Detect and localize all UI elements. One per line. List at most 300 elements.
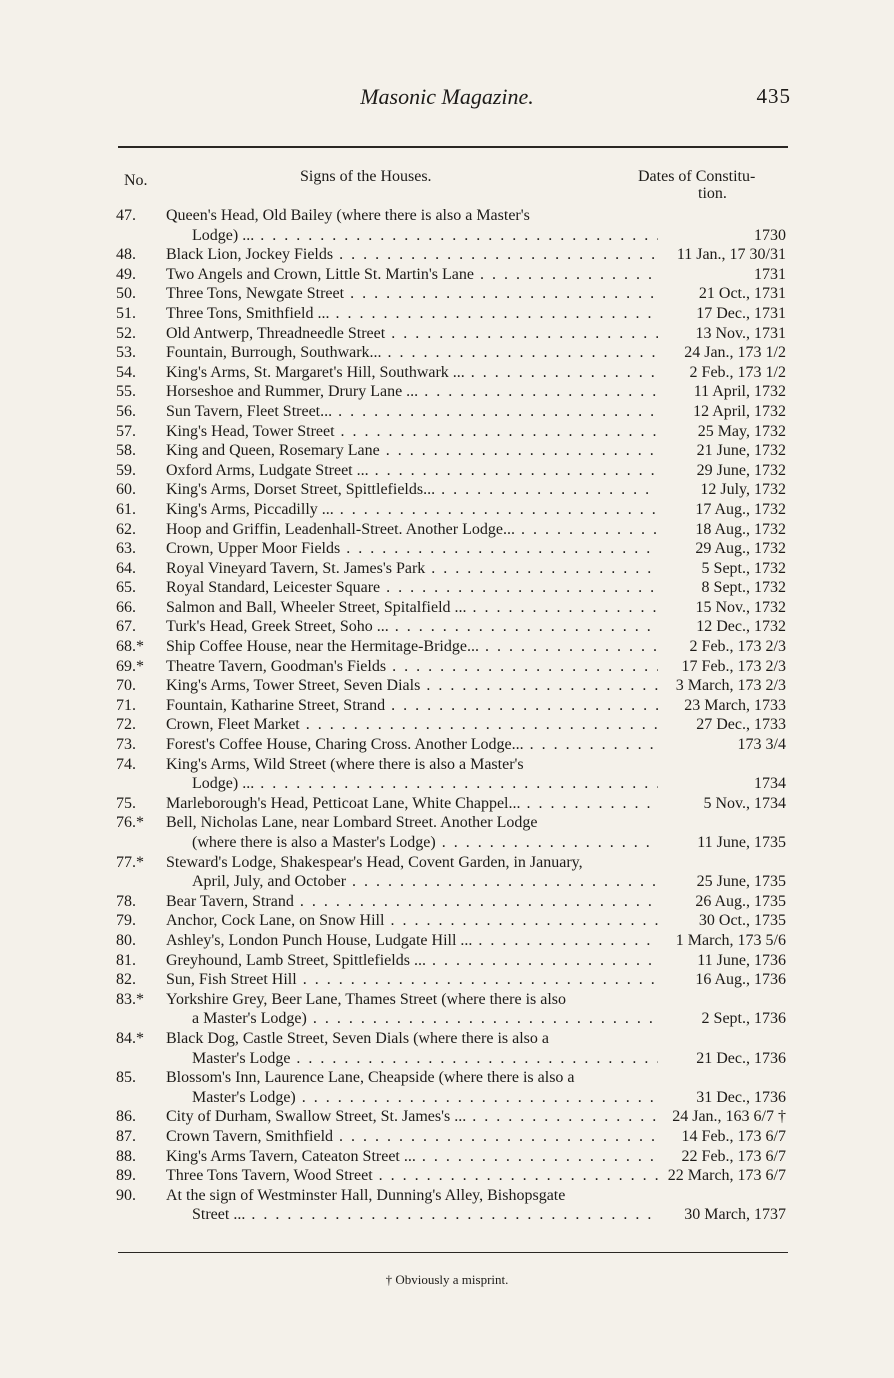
sign-text [166,1029,658,1049]
table-row [0,441,894,461]
lodge-number: 64. [116,559,136,577]
sign-text-value: King's Head, Tower Street [166,422,335,440]
sign-text [166,637,658,657]
page-number: 435 [756,84,791,108]
row-line [0,774,894,794]
sign-text-value: Master's Lodge [192,1049,291,1067]
table-row [0,676,894,696]
row-line [0,1029,894,1049]
running-title: Masonic Magazine. [360,84,534,109]
sign-text [166,284,658,304]
lodge-number: 88. [116,1147,136,1165]
sign-text-value: King's Arms, St. Margaret's Hill, Southwark ... [166,363,465,381]
sign-text [166,422,658,442]
row-line [0,1068,894,1088]
sign-text [166,735,658,755]
row-line [0,637,894,657]
row-line [0,813,894,833]
sign-text-value: a Master's Lodge) [192,1010,307,1028]
sign-text [166,363,658,383]
sign-text-value: Ashley's, London Punch House, Ludgate Hill ... [166,931,473,949]
table-row [0,1127,894,1147]
constitution-date: 22 Feb., 173 6/7 [681,1147,786,1165]
table-row [0,696,894,716]
sign-text [166,480,658,500]
table-row [0,324,894,344]
sign-text [166,382,658,402]
table-row [0,578,894,598]
row-line [0,833,894,853]
row-line [0,1127,894,1147]
table-row [0,343,894,363]
sign-text [166,676,658,696]
sign-text-value: At the sign of Westminster Hall, Dunning's Alley, Bishopsgate [166,1186,566,1204]
table-row [0,402,894,422]
constitution-date: 2 Feb., 173 1/2 [689,363,786,381]
sign-text-value: Master's Lodge) [192,1088,296,1106]
table-row [0,1186,894,1225]
table-row [0,265,894,285]
constitution-date: 2 Sept., 1736 [701,1010,786,1028]
sign-text-value: Horseshoe and Rummer, Drury Lane ... [166,383,419,401]
row-line [0,539,894,559]
table-row [0,853,894,892]
lodge-number: 56. [116,402,136,420]
lodge-number: 62. [116,520,136,538]
sign-text-value: Sun Tavern, Fleet Street... [166,402,333,420]
table-row [0,951,894,971]
table-row [0,598,894,618]
constitution-date: 11 Jan., 17 30/31 [676,246,786,264]
table-row [0,363,894,383]
lodge-number: 70. [116,677,136,695]
lodge-number: 63. [116,540,136,558]
constitution-date: 5 Sept., 1732 [701,559,786,577]
constitution-date: 23 March, 1733 [684,696,786,714]
row-line [0,324,894,344]
table-row [0,755,894,794]
row-line [0,1009,894,1029]
table-row [0,1166,894,1186]
constitution-date: 1 March, 173 5/6 [675,931,786,949]
sign-text [166,1127,658,1147]
constitution-date: 11 June, 1735 [697,834,786,851]
row-line [0,500,894,520]
row-line [0,755,894,775]
row-line [0,951,894,971]
sign-text-value: Three Tons, Newgate Street [166,285,345,303]
table-row [0,715,894,735]
lodge-number: 82. [116,971,136,989]
sign-text-value: April, July, and October [192,873,347,891]
row-line [0,696,894,716]
lodge-table [0,206,894,1225]
constitution-date: 3 March, 173 2/3 [675,677,786,695]
table-row [0,931,894,951]
constitution-date: 11 June, 1736 [697,951,786,969]
sign-text [166,990,658,1010]
row-line [0,911,894,931]
sign-text-value: Greyhound, Lamb Street, Spittlefields ... [166,951,426,969]
lodge-number: 80. [116,931,136,949]
sign-text-value: Ship Coffee House, near the Hermitage-Bridge... [166,638,479,656]
constitution-date: 173 3/4 [737,736,786,754]
sign-text [166,892,658,912]
sign-text-value: Salmon and Ball, Wheeler Street, Spitalfield ... [166,598,467,616]
table-row [0,892,894,912]
lodge-number: 54. [116,363,136,381]
sign-text-value: Royal Vineyard Tavern, St. James's Park [166,559,426,577]
row-line [0,794,894,814]
row-line [0,1088,894,1108]
lodge-number: 84.* [116,1029,144,1047]
sign-text [192,1205,658,1225]
table-row [0,559,894,579]
sign-text-value: Anchor, Cock Lane, on Snow Hill [166,912,385,930]
lodge-number: 65. [116,579,136,597]
row-line [0,931,894,951]
constitution-date: 5 Nov., 1734 [703,794,786,812]
table-row [0,1147,894,1167]
sign-text-value: Blossom's Inn, Laurence Lane, Cheapside (where there is also a [166,1069,575,1087]
table-row [0,813,894,852]
sign-text-value: Three Tons Tavern, Wood Street [166,1167,373,1185]
lodge-number: 61. [116,500,136,518]
constitution-date: 24 Jan., 163 6/7 † [672,1108,786,1126]
constitution-date: 16 Aug., 1736 [695,971,786,989]
sign-text-value: King's Arms, Piccadilly ... [166,500,334,518]
row-line [0,578,894,598]
constitution-date: 2 Feb., 173 2/3 [689,638,786,656]
row-line [0,1186,894,1206]
sign-text [166,951,658,971]
sign-text [166,755,658,775]
sign-text [192,774,658,794]
sign-text [192,1049,658,1069]
lodge-number: 86. [116,1108,136,1126]
lodge-number: 52. [116,324,136,342]
table-row [0,245,894,265]
table-row [0,382,894,402]
table-row [0,911,894,931]
lodge-number: 90. [116,1186,136,1204]
lodge-number: 53. [116,344,136,362]
table-row [0,304,894,324]
sign-text-value: Two Angels and Crown, Little St. Martin's Lane [166,265,474,283]
row-line [0,853,894,873]
table-row [0,461,894,481]
row-line [0,480,894,500]
constitution-date: 21 June, 1732 [696,442,786,460]
constitution-date: 24 Jan., 173 1/2 [684,344,786,362]
sign-text [166,441,658,461]
lodge-number: 83.* [116,990,144,1008]
sign-text-value: Sun, Fish Street Hill [166,971,297,989]
column-header-dates-line-2: tion. [698,185,727,202]
table-row [0,422,894,442]
sign-text-value: King's Arms, Dorset Street, Spittlefields... [166,481,436,499]
constitution-date: 30 Oct., 1735 [698,912,786,930]
top-rule [118,146,788,148]
lodge-number: 59. [116,461,136,479]
lodge-number: 74. [116,755,136,773]
sign-text [166,1147,658,1167]
sign-text-value: Fountain, Burrough, Southwark... [166,344,382,362]
sign-text-value: Turk's Head, Greek Street, Soho ... [166,618,389,636]
row-line [0,1147,894,1167]
constitution-date: 31 Dec., 1736 [696,1088,786,1106]
row-line [0,461,894,481]
row-line [0,676,894,696]
lodge-number: 49. [116,265,136,283]
row-line [0,226,894,246]
sign-text-value: King's Arms Tavern, Cateaton Street ... [166,1147,416,1165]
constitution-date: 17 Feb., 173 2/3 [681,657,786,675]
constitution-date: 8 Sept., 1732 [701,579,786,597]
sign-text [192,833,658,853]
lodge-number: 73. [116,736,136,754]
sign-text-value: Yorkshire Grey, Beer Lane, Thames Street (where there is also [166,990,567,1008]
sign-text [166,1186,658,1206]
table-row [0,1029,894,1068]
sign-text-value: Marleborough's Head, Petticoat Lane, White Chappel... [166,794,521,812]
constitution-date: 25 June, 1735 [696,873,786,891]
table-row [0,735,894,755]
lodge-number: 85. [116,1069,136,1087]
constitution-date: 18 Aug., 1732 [695,520,786,538]
row-line [0,559,894,579]
row-line [0,284,894,304]
sign-text [166,715,658,735]
lodge-number: 50. [116,285,136,303]
constitution-date: 30 March, 1737 [684,1206,786,1224]
sign-text [166,461,658,481]
lodge-number: 75. [116,794,136,812]
row-line [0,402,894,422]
row-line [0,657,894,677]
table-row [0,1068,894,1107]
lodge-number: 66. [116,598,136,616]
sign-text-value: Oxford Arms, Ludgate Street ... [166,461,369,479]
column-header-no: No. [124,172,148,189]
bottom-rule [118,1252,788,1253]
sign-text [166,520,658,540]
sign-text [166,617,658,637]
table-row [0,637,894,657]
constitution-date: 1731 [754,265,786,283]
sign-text [166,1107,658,1127]
sign-text-value: Three Tons, Smithfield ... [166,304,330,322]
row-line [0,715,894,735]
sign-text [166,206,658,226]
row-line [0,1205,894,1225]
column-header-dates [638,168,788,202]
lodge-number: 47. [116,207,136,224]
sign-text-value: Bell, Nicholas Lane, near Lombard Street. Another Lodge [166,814,538,832]
constitution-date: 17 Aug., 1732 [695,500,786,518]
lodge-number: 87. [116,1127,136,1145]
constitution-date: 29 June, 1732 [696,461,786,479]
lodge-number: 71. [116,696,136,714]
sign-text-value: Crown, Fleet Market [166,716,300,734]
sign-text [192,226,658,246]
row-line [0,245,894,265]
sign-text [192,872,658,892]
constitution-date: 26 Aug., 1735 [695,892,786,910]
constitution-date: 1734 [754,775,786,793]
lodge-number: 57. [116,422,136,440]
table-row [0,657,894,677]
sign-text [166,324,658,344]
sign-text [166,931,658,951]
table-row [0,500,894,520]
sign-text-value: City of Durham, Swallow Street, St. James's ... [166,1108,467,1126]
sign-text [166,853,658,873]
lodge-number: 77.* [116,853,144,871]
lodge-number: 72. [116,716,136,734]
constitution-date: 29 Aug., 1732 [695,540,786,558]
constitution-date: 17 Dec., 1731 [696,304,786,322]
constitution-date: 13 Nov., 1731 [695,324,786,342]
sign-text-value: Forest's Coffee House, Charing Cross. Another Lodge... [166,736,524,754]
row-line [0,1049,894,1069]
sign-text [166,813,658,833]
sign-text [166,794,658,814]
table-row [0,990,894,1029]
lodge-number: 89. [116,1167,136,1185]
constitution-date: 12 April, 1732 [693,402,786,420]
column-header-signs: Signs of the Houses. [300,168,432,185]
sign-text-value: Hoop and Griffin, Leadenhall-Street. Another Lodge... [166,520,515,538]
table-row [0,539,894,559]
row-line [0,892,894,912]
sign-text [166,598,658,618]
sign-text-value: Royal Standard, Leicester Square [166,579,381,597]
sign-text [166,970,658,990]
row-line [0,1166,894,1186]
sign-text-value: Fountain, Katharine Street, Strand [166,696,386,714]
lodge-number: 55. [116,383,136,401]
row-line [0,363,894,383]
constitution-date: 21 Dec., 1736 [696,1049,786,1067]
row-line [0,304,894,324]
sign-text [166,343,658,363]
sign-text-value: King and Queen, Rosemary Lane [166,442,380,460]
lodge-number: 58. [116,442,136,460]
sign-text-value: Queen's Head, Old Bailey (where there is also a Master's [166,207,530,224]
column-header-dates-line-1: Dates of Constitu- [638,168,756,185]
sign-text-value: (where there is also a Master's Lodge) [192,834,436,851]
sign-text-value: Lodge) ... [192,775,255,793]
constitution-date: 22 March, 173 6/7 [667,1167,786,1185]
sign-text-value: Steward's Lodge, Shakespear's Head, Covent Garden, in January, [166,853,583,871]
sign-text-value: Old Antwerp, Threadneedle Street [166,324,386,342]
table-row [0,520,894,540]
lodge-number: 69.* [116,657,144,675]
sign-text-value: King's Arms, Tower Street, Seven Dials [166,677,421,695]
constitution-date: 25 May, 1732 [697,422,786,440]
row-line [0,206,894,226]
row-line [0,990,894,1010]
page-header [0,84,894,114]
lodge-number: 67. [116,618,136,636]
row-line [0,1107,894,1127]
sign-text [166,304,658,324]
footnote: † Obviously a misprint. [385,1272,509,1287]
lodge-number: 76.* [116,814,144,832]
sign-text-value: Black Dog, Castle Street, Seven Dials (where there is also a [166,1029,549,1047]
sign-text [192,1088,658,1108]
row-line [0,520,894,540]
constitution-date: 15 Nov., 1732 [695,598,786,616]
row-line [0,265,894,285]
row-line [0,872,894,892]
row-line [0,735,894,755]
sign-text [166,578,658,598]
lodge-number: 81. [116,951,136,969]
table-row [0,970,894,990]
sign-text [166,1166,658,1186]
sign-text [192,1009,658,1029]
sign-text-value: Bear Tavern, Strand [166,892,294,910]
constitution-date: 12 July, 1732 [700,481,786,499]
row-line [0,422,894,442]
constitution-date: 21 Oct., 1731 [698,285,786,303]
sign-text [166,245,658,265]
sign-text-value: King's Arms, Wild Street (where there is also a Master's [166,755,524,773]
row-line [0,970,894,990]
sign-text [166,657,658,677]
lodge-number: 68.* [116,638,144,656]
sign-text-value: Lodge) ... [192,226,255,244]
sign-text [166,911,658,931]
constitution-date: 27 Dec., 1733 [696,716,786,734]
row-line [0,343,894,363]
row-line [0,382,894,402]
sign-text [166,265,658,285]
lodge-number: 51. [116,304,136,322]
sign-text [166,1068,658,1088]
sign-text [166,402,658,422]
sign-text [166,539,658,559]
constitution-date: 11 April, 1732 [693,383,786,401]
sign-text [166,696,658,716]
constitution-date: 1730 [754,226,786,244]
row-line [0,441,894,461]
sign-text-value: Crown, Upper Moor Fields [166,540,341,558]
table-row [0,1107,894,1127]
table-row [0,480,894,500]
table-row [0,284,894,304]
lodge-number: 79. [116,912,136,930]
constitution-date: 14 Feb., 173 6/7 [681,1127,786,1145]
table-row [0,617,894,637]
sign-text-value: Street ... [192,1206,246,1224]
row-line [0,598,894,618]
sign-text [166,559,658,579]
sign-text-value: Theatre Tavern, Goodman's Fields [166,657,387,675]
row-line [0,617,894,637]
lodge-number: 48. [116,246,136,264]
lodge-number: 60. [116,481,136,499]
table-row [0,794,894,814]
sign-text [166,500,658,520]
lodge-number: 78. [116,892,136,910]
constitution-date: 12 Dec., 1732 [696,618,786,636]
sign-text-value: Crown Tavern, Smithfield [166,1127,334,1145]
sign-text-value: Black Lion, Jockey Fields [166,246,334,264]
table-row [0,206,894,245]
